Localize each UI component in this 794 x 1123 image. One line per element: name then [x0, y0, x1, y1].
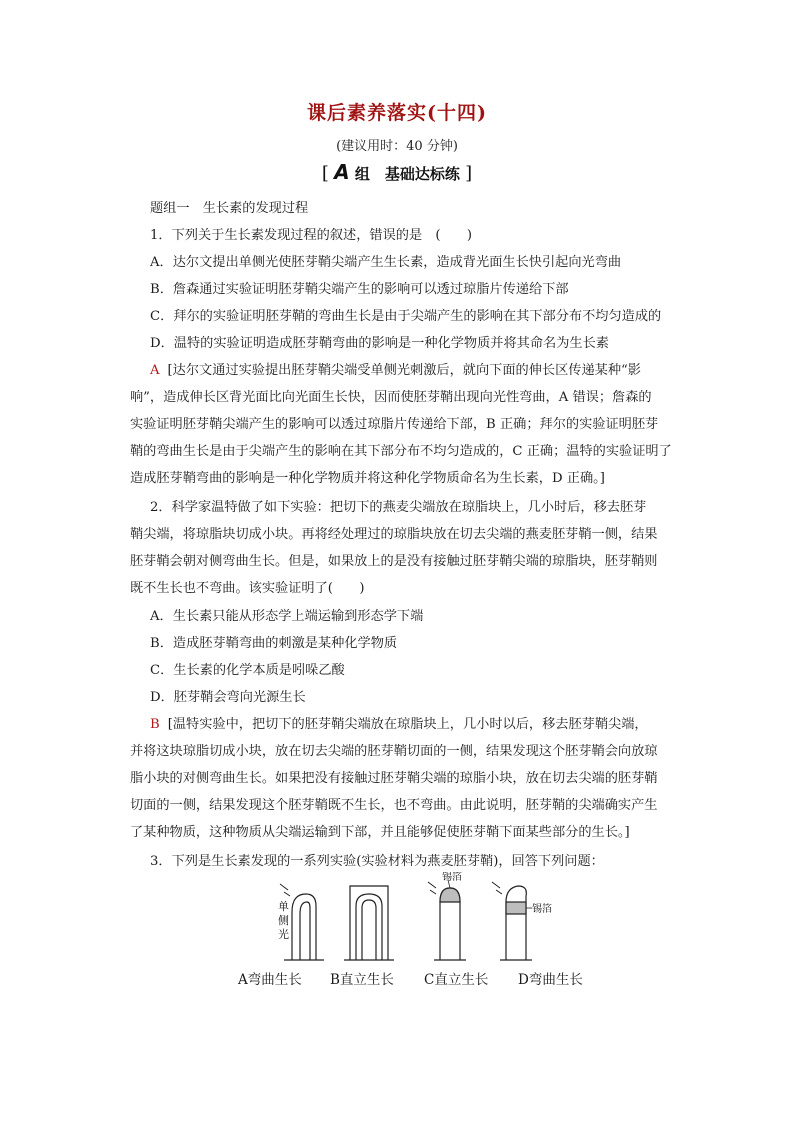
q1-explanation-line: 响”，造成伸长区背光面比向光面生长快，因而使胚芽鞘出现向光性弯曲，A 错误；詹森的 — [130, 390, 652, 405]
group-label: 组 基础达标练 — [354, 165, 460, 183]
q2-explanation-line: 了某种物质，这种物质从尖端运输到下部，并且能够促使胚芽鞘下面某些部分的生长。] — [130, 825, 630, 840]
q2-stem-line: 2．科学家温特做了如下实验：把切下的燕麦尖端放在琼脂块上，几小时后，移去胚芽 — [150, 500, 647, 515]
q2-explanation-line: 切面的一侧，结果发现这个胚芽鞘既不生长，也不弯曲。由此说明，胚芽鞘的尖端确实产生 — [130, 798, 658, 813]
q1-option-d: D．温特的实验证明造成胚芽鞘弯曲的影响是一种化学物质并将其命名为生长素 — [150, 336, 609, 351]
q1-explanation-line: 鞘的弯曲生长是由于尖端产生的影响在其下部分布不均匀造成的，C 正确；温特的实验证明了 — [130, 444, 672, 459]
bracket-left: [ — [321, 163, 329, 184]
light-arrow-icon — [428, 882, 436, 894]
figure-c-foil-cap — [434, 880, 466, 960]
q2-stem-line: 鞘尖端，将琼脂块切成小块。再将经处理过的琼脂块放在切去尖端的燕麦胚芽鞘一侧，结果 — [130, 527, 658, 542]
group-letter: A — [334, 160, 350, 184]
experiment-figure — [270, 872, 610, 964]
caption-d: D弯曲生长 — [518, 972, 583, 988]
caption-b: B直立生长 — [330, 972, 394, 988]
q2-option-b: B．造成胚芽鞘弯曲的刺激是某种化学物质 — [150, 636, 398, 651]
suggested-time: (建议用时：40 分钟) — [336, 139, 458, 154]
foil-label-c: 锡箔 — [442, 872, 462, 883]
q1-explanation-line: A [达尔文通过实验提出胚芽鞘尖端受单侧光刺激后，就向下面的伸长区传递某种“影 — [150, 363, 641, 378]
q2-stem-line: 胚芽鞘会朝对侧弯曲生长。但是，如果放上的是没有接触过胚芽鞘尖端的琼脂块，胚芽鞘则 — [130, 554, 658, 569]
page-title: 课后素养落实(十四) — [307, 102, 487, 124]
q1-option-a: A．达尔文提出单侧光使胚芽鞘尖端产生生长素，造成背光面生长快引起向光弯曲 — [150, 255, 622, 270]
q3-stem: 3．下列是生长素发现的一系列实验(实验材料为燕麦胚芽鞘)，回答下列问题： — [150, 854, 604, 869]
q1-option-b: B．詹森通过实验证明胚芽鞘尖端产生的影响可以透过琼脂片传递给下部 — [150, 282, 569, 297]
bracket-right: ] — [465, 163, 473, 184]
q2-explanation-line: 脂小块的对侧弯曲生长。如果把没有接触过胚芽鞘尖端的琼脂小块，放在切去尖端的胚芽鞘 — [130, 771, 658, 786]
figure-d-foil-band — [500, 886, 532, 960]
q1-option-c: C．拜尔的实验证明胚芽鞘的弯曲生长是由于尖端产生的影响在其下部分布不均匀造成的 — [150, 309, 662, 324]
q2-stem-line: 既不生长也不弯曲。该实验证明了( ) — [130, 581, 365, 596]
q1-answer: A — [150, 363, 160, 378]
light-label-char: 光 — [278, 928, 289, 941]
q2-option-d: D．胚芽鞘会弯向光源生长 — [150, 690, 306, 705]
q2-option-c: C．生长素的化学本质是吲哚乙酸 — [150, 663, 345, 678]
light-label-char: 单 — [278, 900, 289, 913]
foil-label-d: 锡箔 — [532, 904, 552, 915]
section-heading: 题组一 生长素的发现过程 — [150, 201, 309, 216]
q2-explanation-line: 并将这块琼脂切成小块，放在切去尖端的胚芽鞘切面的一侧，结果发现这个胚芽鞘会向放琼 — [130, 744, 658, 759]
figure-a-bent-coleoptile — [284, 894, 324, 960]
group-heading — [0, 160, 794, 184]
figure-b-upright-coleoptile — [344, 886, 394, 960]
light-label-char: 侧 — [278, 914, 289, 927]
q2-option-a: A．生长素只能从形态学上端运输到形态学下端 — [150, 609, 424, 624]
q1-explanation-line: 造成胚芽鞘弯曲的影响是一种化学物质并将这种化学物质命名为生长素，D 正确。] — [130, 471, 605, 486]
caption-a: A弯曲生长 — [238, 972, 302, 988]
q2-answer: B — [150, 717, 160, 732]
q2-explanation-line: B [温特实验中，把切下的胚芽鞘尖端放在琼脂块上，几小时以后，移去胚芽鞘尖端， — [150, 717, 648, 732]
caption-c: C直立生长 — [424, 972, 489, 988]
light-arrow-icon — [492, 882, 502, 894]
q1-explanation-line: 实验证明胚芽鞘尖端产生的影响可以透过琼脂片传递给下部，B 正确；拜尔的实验证明胚芽 — [130, 417, 659, 432]
q1-stem: 1．下列关于生长素发现过程的叙述，错误的是 ( ) — [150, 228, 472, 243]
light-arrow-icon — [280, 884, 290, 896]
